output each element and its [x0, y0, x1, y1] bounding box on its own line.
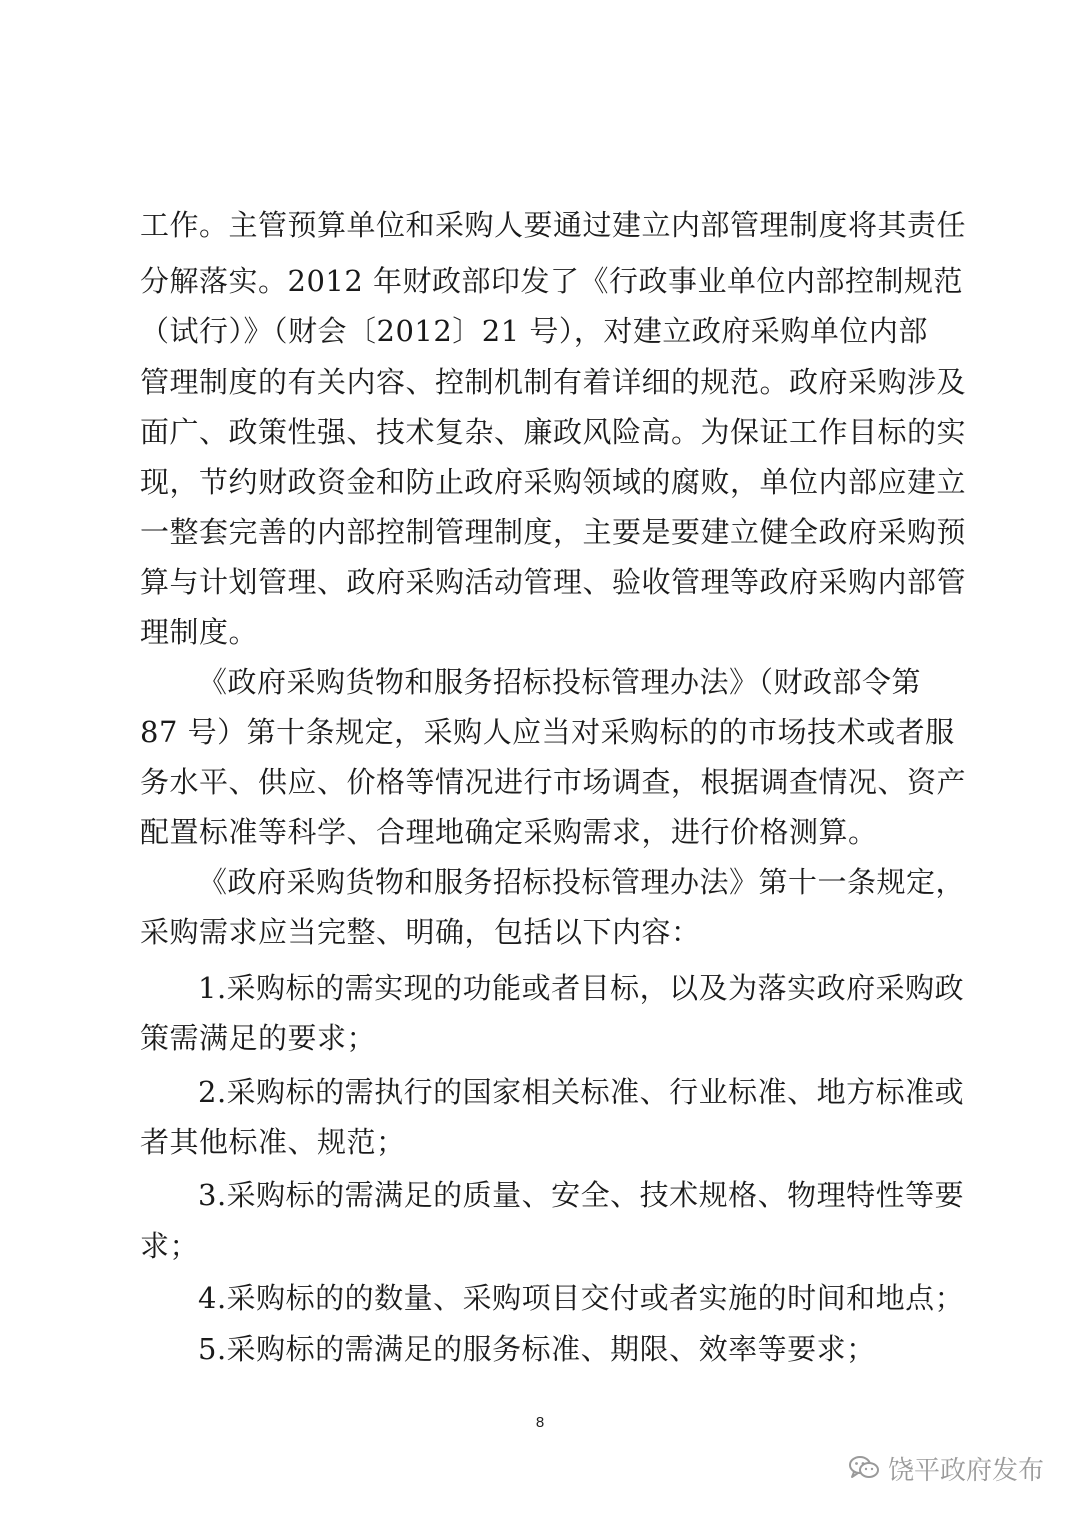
text-line: 《政府采购货物和服务招标投标管理办法》（财政部令第	[198, 665, 922, 699]
text-line: 《政府采购货物和服务招标投标管理办法》第十一条规定，	[198, 865, 966, 899]
text-line: 分解落实。2012 年财政部印发了《行政事业单位内部控制规范	[140, 264, 964, 298]
text-line: 采购需求应当完整、明确，包括以下内容：	[140, 915, 701, 949]
text-line: 5.采购标的需满足的服务标准、期限、效率等要求；	[198, 1332, 876, 1366]
watermark-text: 饶平政府发布	[888, 1455, 1045, 1486]
text-line: 工作。主管预算单位和采购人要通过建立内部管理制度将其责任	[140, 208, 967, 242]
text-line: 配置标准等科学、合理地确定采购需求，进行价格测算。	[140, 815, 878, 849]
text-line: 3.采购标的需满足的质量、安全、技术规格、物理特性等要	[198, 1178, 965, 1212]
text-line: 策需满足的要求；	[140, 1021, 377, 1055]
watermark	[848, 1448, 1044, 1488]
text-line: 87 号）第十条规定，采购人应当对采购标的的市场技术或者服	[140, 715, 955, 749]
text-line: 者其他标准、规范；	[140, 1125, 406, 1159]
text-line: 算与计划管理、政府采购活动管理、验收管理等政府采购内部管	[140, 565, 967, 599]
page-number: 8	[535, 1414, 545, 1431]
text-line: （试行）》（财会〔2012〕21 号），对建立政府采购单位内部	[140, 314, 928, 348]
text-line: 一整套完善的内部控制管理制度，主要是要建立健全政府采购预	[140, 515, 967, 549]
text-line: 1.采购标的需实现的功能或者目标，以及为落实政府采购政	[198, 971, 965, 1005]
text-line: 管理制度的有关内容、控制机制有着详细的规范。政府采购涉及	[140, 365, 967, 399]
text-line: 面广、政策性强、技术复杂、廉政风险高。为保证工作目标的实	[140, 415, 967, 449]
text-line: 求；	[140, 1229, 200, 1263]
text-line: 务水平、供应、价格等情况进行市场调查，根据调查情况、资产	[140, 765, 967, 799]
text-line: 现，节约财政资金和防止政府采购领域的腐败，单位内部应建立	[140, 465, 967, 499]
text-line: 理制度。	[140, 615, 259, 649]
text-line: 4.采购标的的数量、采购项目交付或者实施的时间和地点；	[198, 1281, 965, 1315]
text-line: 2.采购标的需执行的国家相关标准、行业标准、地方标准或	[198, 1075, 965, 1109]
wechat-icon	[848, 1455, 880, 1481]
